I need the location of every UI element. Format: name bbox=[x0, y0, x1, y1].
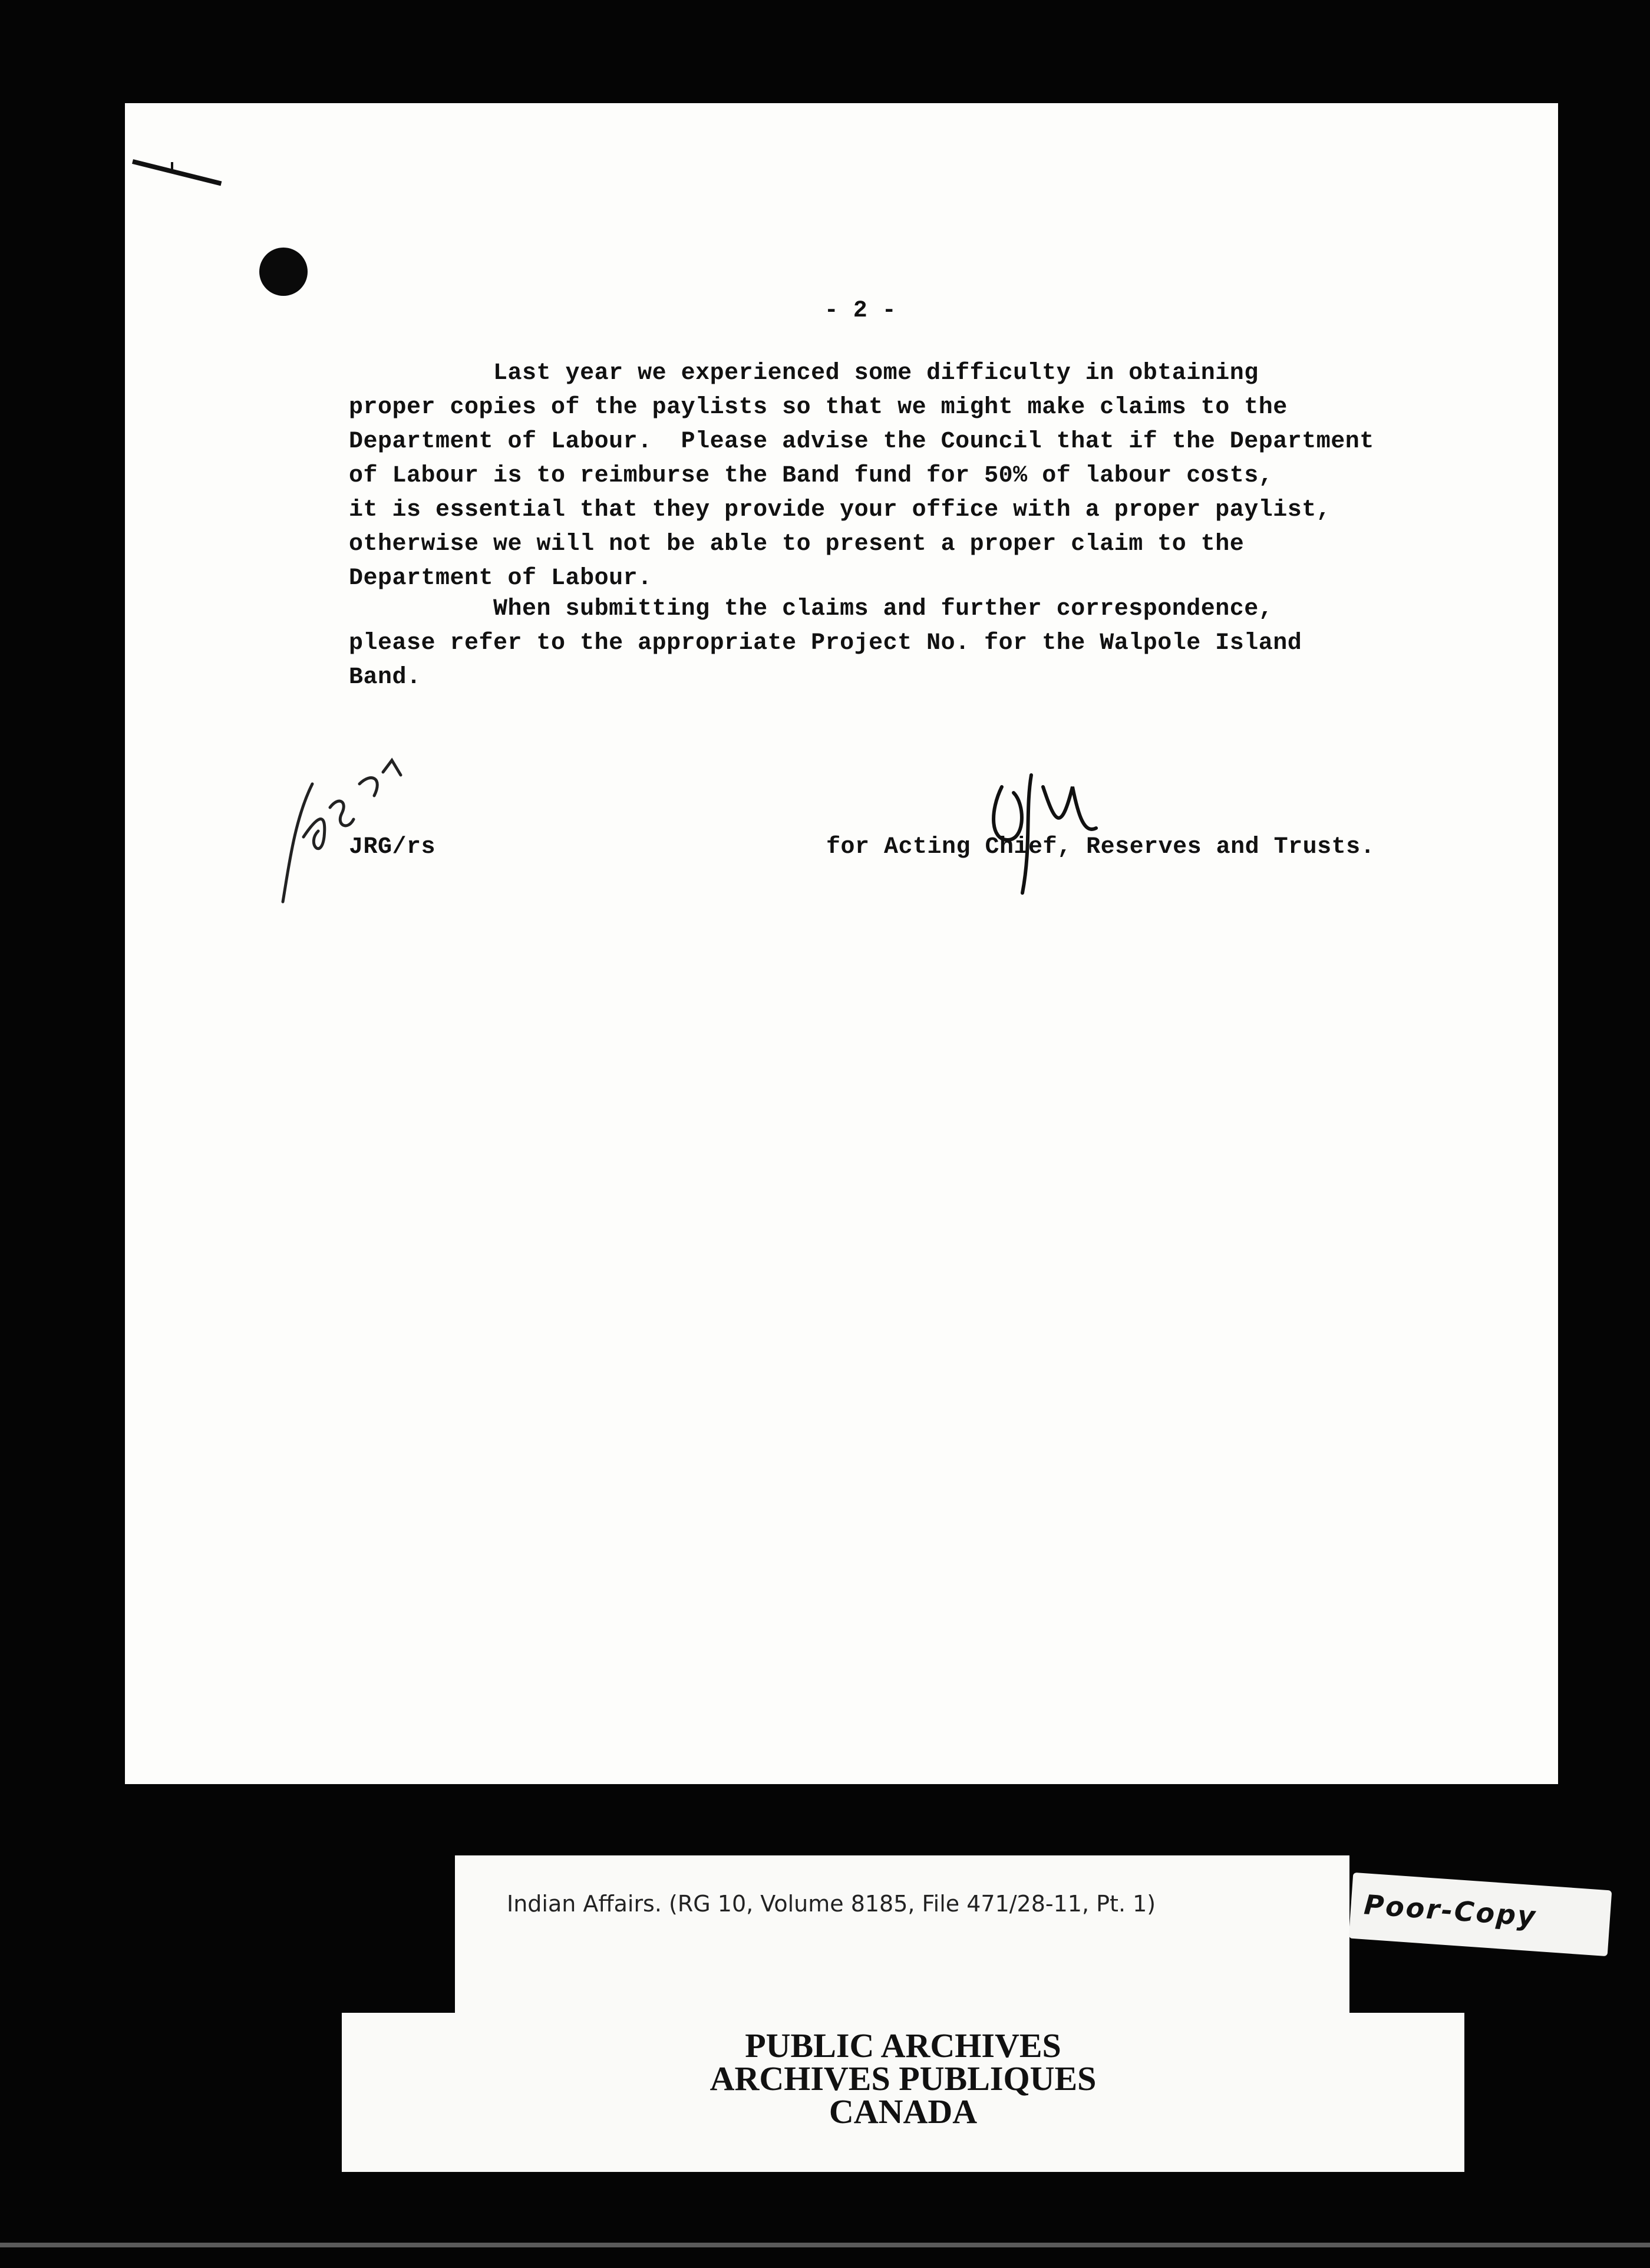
typist-initials: JRG/rs bbox=[349, 834, 436, 861]
archive-reference: Indian Affairs. (RG 10, Volume 8185, File 471/28-11, Pt. 1) bbox=[507, 1891, 1156, 1917]
archive-stamp-line: CANADA bbox=[829, 2092, 978, 2131]
archive-stamp-line: ARCHIVES PUBLIQUES bbox=[710, 2059, 1097, 2098]
paragraph-line: Department of Labour. bbox=[349, 565, 652, 592]
paragraph-line: otherwise we will not be able to present a proper claim to the bbox=[349, 531, 1245, 558]
signature-block: for Acting Chief, Reserves and Trusts. bbox=[826, 834, 1375, 861]
paragraph-line: Last year we experienced some difficulty in obtaining bbox=[349, 360, 1259, 387]
punch-hole bbox=[259, 248, 308, 296]
archive-stamp bbox=[342, 2026, 1464, 2131]
handwritten-signature bbox=[966, 751, 1108, 905]
archive-stamp-card bbox=[342, 2013, 1464, 2172]
paragraph-line: it is essential that they provide your office with a proper paylist, bbox=[349, 497, 1331, 523]
paragraph-line: Department of Labour. Please advise the Council that if the Department bbox=[349, 428, 1374, 455]
paragraph-line: please refer to the appropriate Project No. for the Walpole Island bbox=[349, 630, 1302, 657]
poor-copy-tag bbox=[1349, 1873, 1612, 1956]
paragraph-line: Band. bbox=[349, 664, 421, 691]
paragraph-line: of Labour is to reimburse the Band fund for 50% of labour costs, bbox=[349, 463, 1273, 489]
poor-copy-label: Poor-Copy bbox=[1362, 1888, 1538, 1933]
paragraph-paylists bbox=[349, 357, 1421, 596]
paragraph-project-number bbox=[349, 592, 1421, 695]
paragraph-line: When submitting the claims and further correspondence, bbox=[349, 596, 1273, 622]
archive-stamp-line: PUBLIC ARCHIVES bbox=[745, 2026, 1061, 2065]
paragraph-line: proper copies of the paylists so that we might make claims to the bbox=[349, 394, 1288, 421]
document-page bbox=[125, 103, 1558, 1784]
page-number: - 2 - bbox=[824, 298, 897, 324]
pencil-mark-stroke bbox=[171, 162, 173, 172]
film-edge bbox=[0, 2243, 1650, 2247]
reference-card bbox=[455, 1855, 1349, 2018]
